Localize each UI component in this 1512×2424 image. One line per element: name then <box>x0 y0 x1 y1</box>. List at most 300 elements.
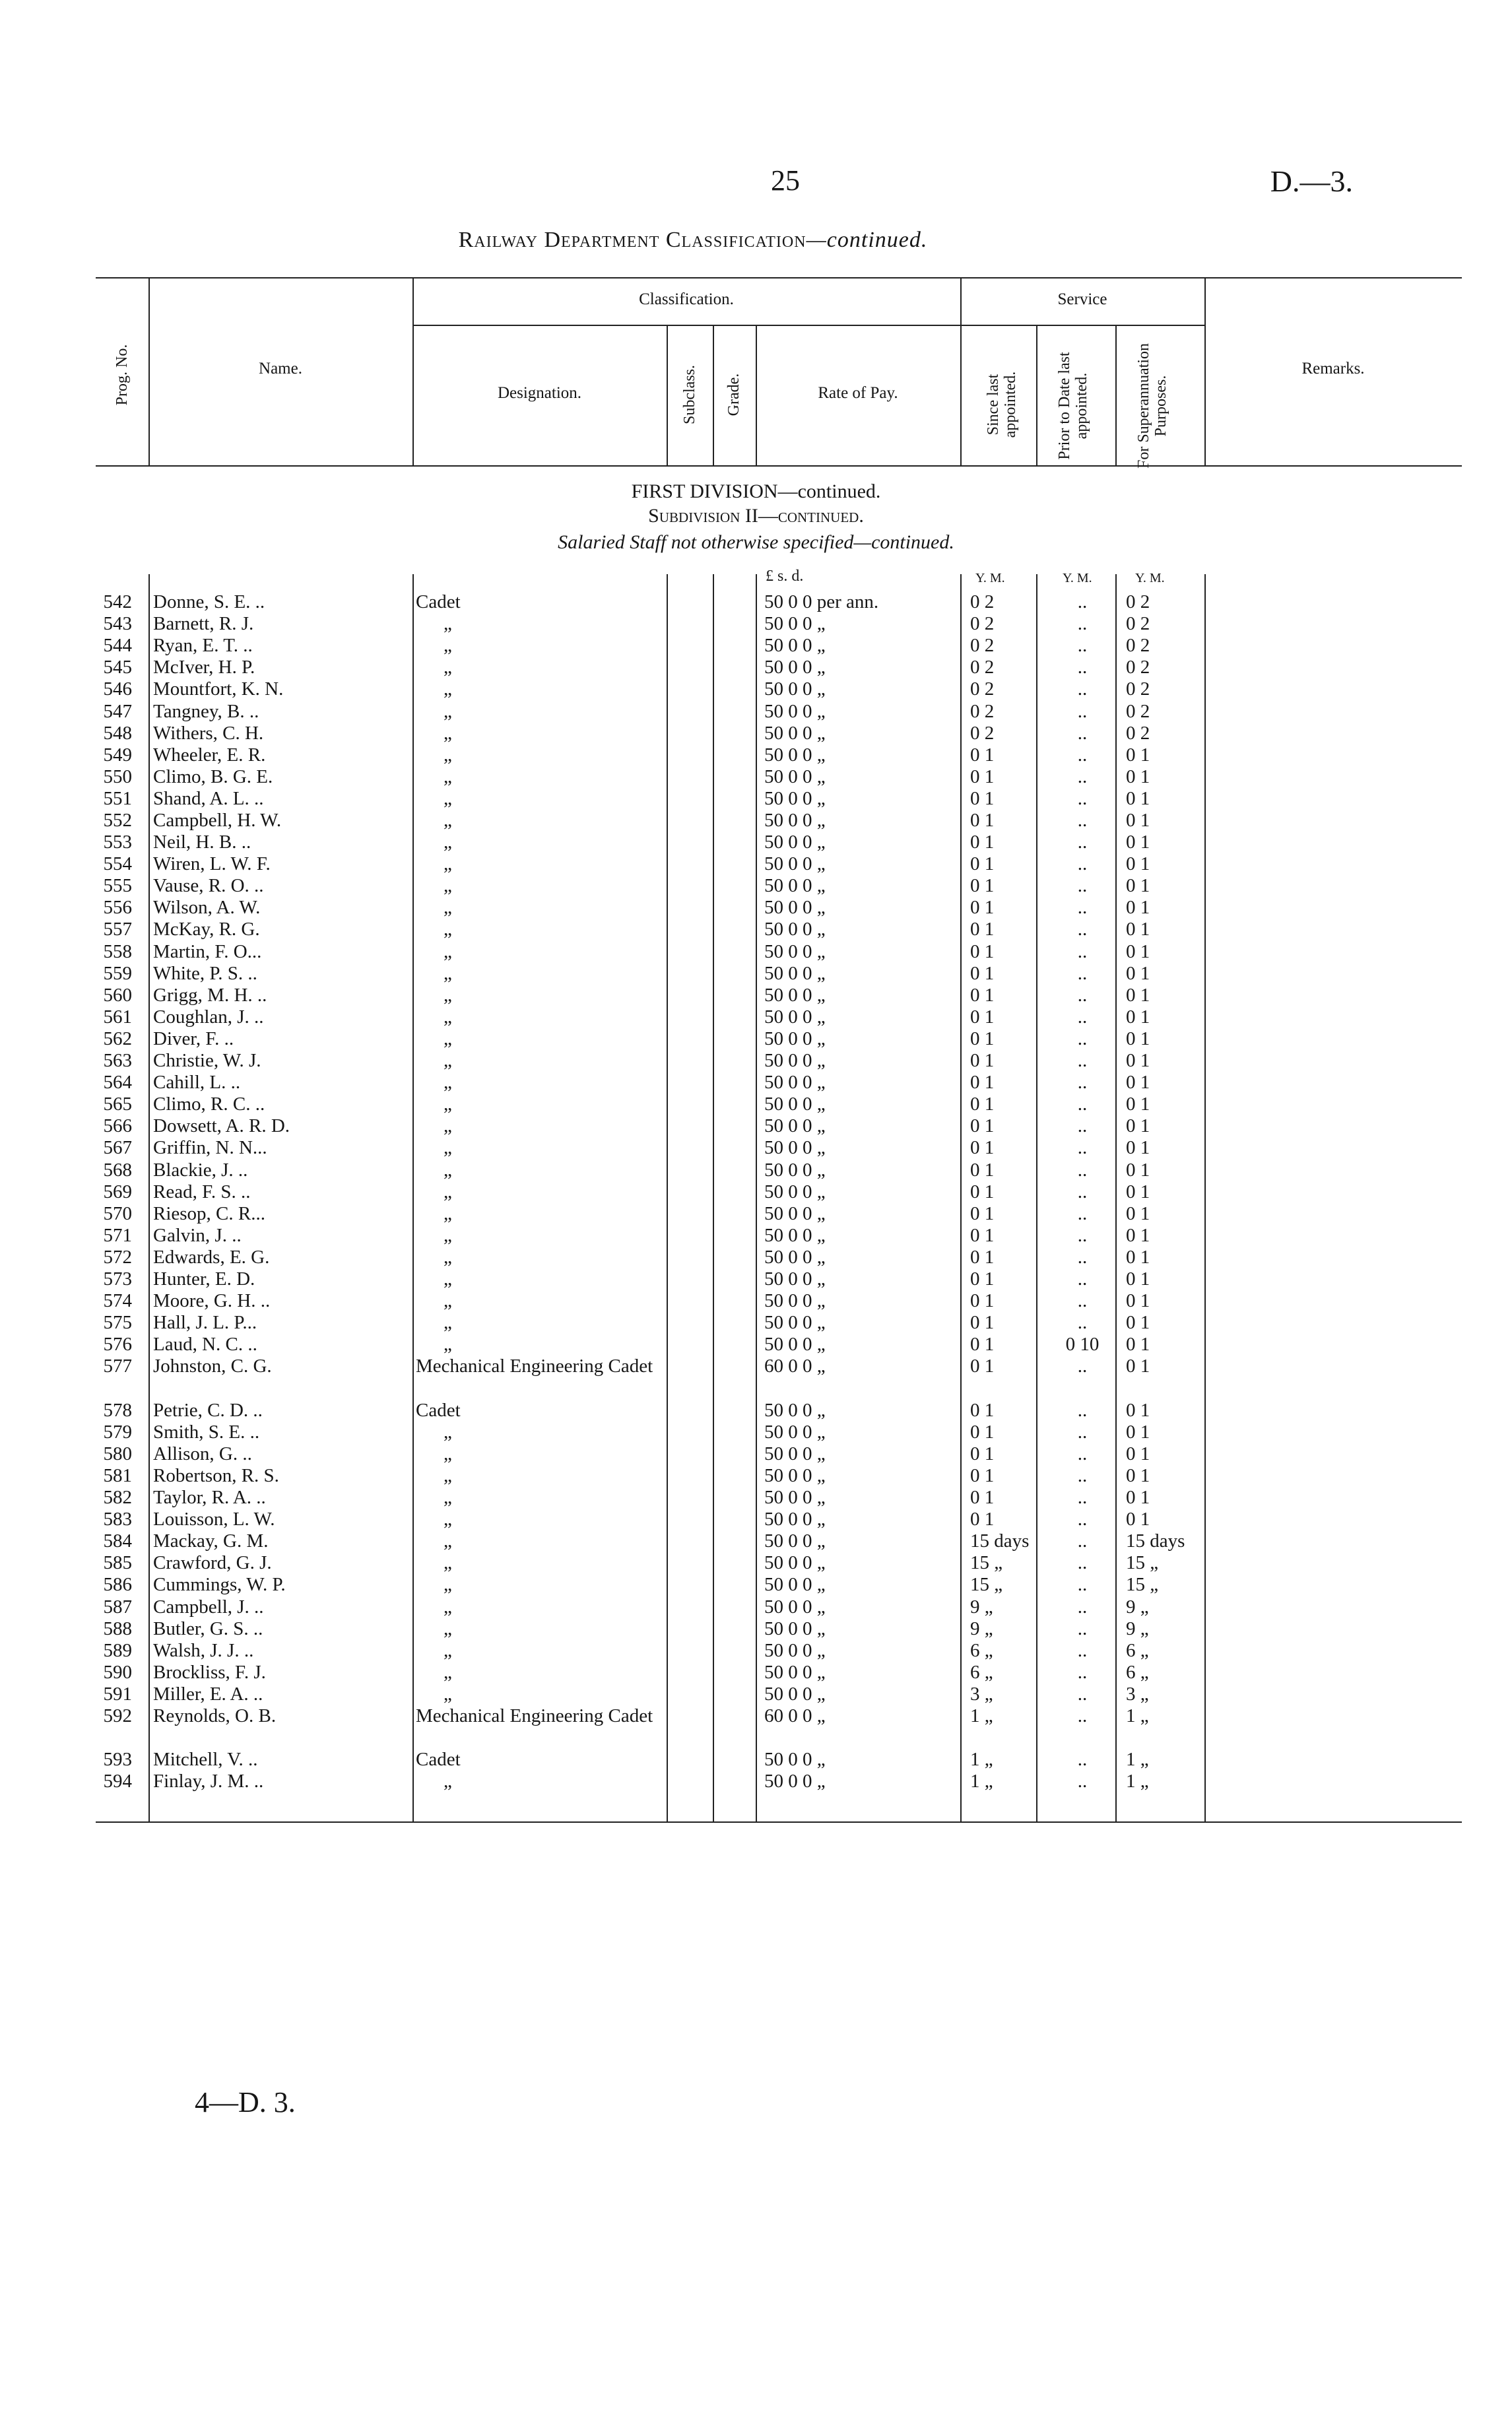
since-last-appointed: 6 „ <box>970 1640 993 1661</box>
column-rule <box>1036 574 1037 1821</box>
staff-name: Mitchell, V. .. <box>153 1749 258 1770</box>
prior-to-date: .. <box>1077 1028 1088 1049</box>
superannuation-service: 0 1 <box>1126 875 1150 896</box>
header-divider <box>1036 325 1037 465</box>
designation: „ <box>444 1203 452 1224</box>
superannuation-service: 0 1 <box>1126 1072 1150 1093</box>
staff-name: Vause, R. O. .. <box>153 875 264 896</box>
rate-of-pay: 50 0 0 „ <box>764 1290 826 1311</box>
since-last-appointed: 0 2 <box>970 723 995 744</box>
since-last-appointed: 15 „ <box>970 1574 1003 1595</box>
designation: Cadet <box>416 591 461 612</box>
since-last-appointed: 0 2 <box>970 613 995 634</box>
superannuation-service: 0 1 <box>1126 1356 1150 1377</box>
prior-to-date: .. <box>1077 657 1088 678</box>
prior-to-date: .. <box>1077 810 1088 831</box>
prog-no: 588 <box>103 1618 132 1639</box>
prog-no: 561 <box>103 1006 132 1028</box>
rate-of-pay: 50 0 0 „ <box>764 766 826 787</box>
prog-no: 579 <box>103 1422 132 1443</box>
prior-to-date: .. <box>1077 1574 1088 1595</box>
since-last-appointed: 0 1 <box>970 1006 995 1028</box>
staff-heading: Salaried Staff not otherwise specified—continued. <box>558 531 954 553</box>
superannuation-service: 0 1 <box>1126 1465 1150 1486</box>
since-last-appointed: 0 1 <box>970 832 995 853</box>
since-last-appointed: 0 1 <box>970 1160 995 1181</box>
staff-name: Coughlan, J. .. <box>153 1006 264 1028</box>
prog-no: 578 <box>103 1400 132 1421</box>
rate-of-pay: 50 0 0 „ <box>764 613 826 634</box>
staff-name: Wilson, A. W. <box>153 897 261 918</box>
designation: Cadet <box>416 1400 461 1421</box>
since-last-appointed: 0 1 <box>970 766 995 787</box>
prog-no: 548 <box>103 723 132 744</box>
staff-name: Cahill, L. .. <box>153 1072 241 1093</box>
rate-of-pay: 50 0 0 „ <box>764 1028 826 1049</box>
staff-name: Johnston, C. G. <box>153 1356 272 1377</box>
superannuation-service: 0 1 <box>1126 897 1150 918</box>
since-last-appointed: 0 1 <box>970 963 995 984</box>
since-last-appointed: 1 „ <box>970 1771 993 1792</box>
staff-name: Smith, S. E. .. <box>153 1422 260 1443</box>
since-last-appointed: 15 „ <box>970 1552 1003 1573</box>
since-last-appointed: 0 1 <box>970 1072 995 1093</box>
since-last-appointed: 1 „ <box>970 1705 993 1726</box>
rate-of-pay: 50 0 0 „ <box>764 1596 826 1618</box>
staff-name: McIver, H. P. <box>153 657 255 678</box>
prior-to-date: .. <box>1077 1487 1088 1508</box>
staff-name: Brockliss, F. J. <box>153 1662 266 1683</box>
superannuation-service: 0 1 <box>1126 1487 1150 1508</box>
designation: „ <box>444 1684 452 1705</box>
header-top-rule <box>96 277 1462 278</box>
staff-name: Wheeler, E. R. <box>153 744 266 766</box>
prior-to-date: .. <box>1077 1509 1088 1530</box>
superannuation-service: 0 2 <box>1126 723 1150 744</box>
prior-to-date: .. <box>1077 1050 1088 1071</box>
prior-to-date: .. <box>1077 1640 1088 1661</box>
header-service: Service <box>1057 290 1107 308</box>
prog-no: 572 <box>103 1247 132 1268</box>
superannuation-service: 0 2 <box>1126 591 1150 612</box>
header-subclass: Subclass. <box>681 365 698 424</box>
prog-no: 554 <box>103 853 132 874</box>
prog-no: 544 <box>103 635 132 656</box>
staff-name: Diver, F. .. <box>153 1028 234 1049</box>
staff-name: Miller, E. A. .. <box>153 1684 263 1705</box>
superannuation-service: 0 1 <box>1126 788 1150 809</box>
since-last-appointed: 0 1 <box>970 1290 995 1311</box>
header-bottom-rule <box>96 465 1462 467</box>
rate-of-pay: 50 0 0 „ <box>764 810 826 831</box>
since-last-appointed: 15 days <box>970 1530 1030 1552</box>
superannuation-service: 0 1 <box>1126 1094 1150 1115</box>
prior-to-date: .. <box>1077 919 1088 940</box>
staff-name: Wiren, L. W. F. <box>153 853 271 874</box>
designation: „ <box>444 1160 452 1181</box>
prior-to-date: .. <box>1077 613 1088 634</box>
designation: „ <box>444 832 452 853</box>
prior-to-date: .. <box>1077 766 1088 787</box>
page-title <box>198 228 1188 253</box>
prior-to-date: .. <box>1077 1225 1088 1246</box>
staff-name: Barnett, R. J. <box>153 613 254 634</box>
since-last-appointed: 0 2 <box>970 657 995 678</box>
since-last-appointed: 0 1 <box>970 1181 995 1202</box>
rate-of-pay: 50 0 0 „ <box>764 1006 826 1028</box>
superannuation-service: 0 1 <box>1126 1181 1150 1202</box>
subdivision-heading: Subdivision II—continued. <box>648 505 864 527</box>
rate-of-pay: 50 0 0 „ <box>764 1684 826 1705</box>
designation: „ <box>444 941 452 962</box>
prior-to-date: .. <box>1077 1705 1088 1726</box>
staff-name: Mackay, G. M. <box>153 1530 269 1552</box>
designation: „ <box>444 613 452 634</box>
prior-to-date: .. <box>1077 1465 1088 1486</box>
prog-no: 567 <box>103 1137 132 1158</box>
superannuation-service: 0 1 <box>1126 985 1150 1006</box>
since-last-appointed: 0 1 <box>970 1312 995 1333</box>
prog-no: 551 <box>103 788 132 809</box>
superannuation-service: 1 „ <box>1126 1705 1149 1726</box>
prog-no: 584 <box>103 1530 132 1552</box>
prog-no: 552 <box>103 810 132 831</box>
rate-of-pay: 50 0 0 „ <box>764 1487 826 1508</box>
rate-of-pay: 50 0 0 „ <box>764 1203 826 1224</box>
superannuation-service: 0 1 <box>1126 832 1150 853</box>
header-since-last: Since last appointed. <box>985 371 1019 438</box>
header-superannuation: For Superannuation Purposes. <box>1135 343 1169 469</box>
column-rule <box>756 574 757 1821</box>
header-divider <box>713 325 714 465</box>
staff-name: Petrie, C. D. .. <box>153 1400 263 1421</box>
prior-to-date: .. <box>1077 1596 1088 1618</box>
since-last-appointed: 1 „ <box>970 1749 993 1770</box>
since-last-appointed: 0 1 <box>970 1225 995 1246</box>
prior-to-date: .. <box>1077 1771 1088 1792</box>
designation: „ <box>444 1552 452 1573</box>
superannuation-service: 9 „ <box>1126 1596 1149 1618</box>
staff-name: Donne, S. E. .. <box>153 591 265 612</box>
rate-of-pay: 50 0 0 „ <box>764 1422 826 1443</box>
rate-of-pay: 50 0 0 „ <box>764 635 826 656</box>
superannuation-service: 0 2 <box>1126 678 1150 700</box>
prior-to-date: .. <box>1077 1094 1088 1115</box>
staff-name: Cummings, W. P. <box>153 1574 286 1595</box>
since-last-appointed: 0 1 <box>970 875 995 896</box>
designation: „ <box>444 1028 452 1049</box>
footer-code: 4—D. 3. <box>195 2086 296 2118</box>
rate-of-pay: 50 0 0 „ <box>764 701 826 722</box>
superannuation-service: 0 1 <box>1126 853 1150 874</box>
prior-units: Y. M. <box>1063 571 1092 585</box>
designation: „ <box>444 1094 452 1115</box>
staff-name: Withers, C. H. <box>153 723 264 744</box>
rate-of-pay: 50 0 0 „ <box>764 1072 826 1093</box>
prior-to-date: .. <box>1077 635 1088 656</box>
designation: „ <box>444 1640 452 1661</box>
superannuation-service: 6 „ <box>1126 1640 1149 1661</box>
designation: „ <box>444 1596 452 1618</box>
since-last-appointed: 0 2 <box>970 701 995 722</box>
rate-of-pay: 50 0 0 „ <box>764 1509 826 1530</box>
superannuation-service: 0 1 <box>1126 744 1150 766</box>
superannuation-service: 0 1 <box>1126 1443 1150 1464</box>
prog-no: 569 <box>103 1181 132 1202</box>
header-divider <box>1115 325 1117 465</box>
superannuation-service: 0 1 <box>1126 1160 1150 1181</box>
prog-no: 562 <box>103 1028 132 1049</box>
column-rule <box>1204 574 1206 1821</box>
prior-to-date: .. <box>1077 1662 1088 1683</box>
header-mid-rule <box>412 325 1204 326</box>
staff-name: Mountfort, K. N. <box>153 678 284 700</box>
prog-no: 585 <box>103 1552 132 1573</box>
designation: „ <box>444 897 452 918</box>
designation: „ <box>444 1312 452 1333</box>
superannuation-service: 0 1 <box>1126 1422 1150 1443</box>
page-title-suffix: —continued. <box>806 228 928 252</box>
prog-no: 542 <box>103 591 132 612</box>
designation: „ <box>444 1422 452 1443</box>
prior-to-date: .. <box>1077 1290 1088 1311</box>
prog-no: 545 <box>103 657 132 678</box>
superannuation-service: 0 1 <box>1126 1225 1150 1246</box>
staff-name: Walsh, J. J. .. <box>153 1640 254 1661</box>
since-last-appointed: 0 1 <box>970 1465 995 1486</box>
rate-of-pay: 50 0 0 „ <box>764 941 826 962</box>
superannuation-service: 6 „ <box>1126 1662 1149 1683</box>
since-last-appointed: 0 1 <box>970 853 995 874</box>
rate-of-pay: 50 0 0 „ <box>764 678 826 700</box>
prog-no: 553 <box>103 832 132 853</box>
superannuation-service: 1 „ <box>1126 1749 1149 1770</box>
designation: „ <box>444 1268 452 1290</box>
since-last-appointed: 0 1 <box>970 1028 995 1049</box>
rate-of-pay: 50 0 0 „ <box>764 723 826 744</box>
since-last-appointed: 0 1 <box>970 897 995 918</box>
page-title-main: Railway Department Classification <box>458 228 806 252</box>
prior-to-date: .. <box>1077 1749 1088 1770</box>
staff-name: Climo, R. C. .. <box>153 1094 265 1115</box>
since-last-appointed: 0 1 <box>970 919 995 940</box>
since-last-appointed: 0 1 <box>970 1050 995 1071</box>
prior-to-date: .. <box>1077 1203 1088 1224</box>
rate-of-pay: 50 0 0 „ <box>764 919 826 940</box>
designation: „ <box>444 678 452 700</box>
staff-name: Campbell, J. .. <box>153 1596 264 1618</box>
staff-name: Robertson, R. S. <box>153 1465 279 1486</box>
prior-to-date: .. <box>1077 1268 1088 1290</box>
prior-to-date: .. <box>1077 941 1088 962</box>
superannuation-service: 0 1 <box>1126 1268 1150 1290</box>
rate-of-pay: 50 0 0 „ <box>764 963 826 984</box>
staff-name: Neil, H. B. .. <box>153 832 251 853</box>
superannuation-service: 0 1 <box>1126 1115 1150 1136</box>
prog-no: 555 <box>103 875 132 896</box>
superannuation-service: 0 1 <box>1126 1203 1150 1224</box>
staff-name: Crawford, G. J. <box>153 1552 272 1573</box>
since-last-appointed: 0 1 <box>970 1268 995 1290</box>
prior-to-date: .. <box>1077 1684 1088 1705</box>
rate-of-pay: 50 0 0 „ <box>764 832 826 853</box>
superannuation-service: 0 1 <box>1126 1028 1150 1049</box>
superannuation-service: 0 1 <box>1126 941 1150 962</box>
division-heading: FIRST DIVISION—continued. <box>631 480 881 502</box>
prog-no: 590 <box>103 1662 132 1683</box>
column-rule <box>667 574 668 1821</box>
column-rule <box>412 574 414 1821</box>
rate-of-pay: 50 0 0 „ <box>764 1268 826 1290</box>
rate-of-pay: 50 0 0 „ <box>764 1094 826 1115</box>
prog-no: 565 <box>103 1094 132 1115</box>
designation: „ <box>444 1181 452 1202</box>
superannuation-service: 15 „ <box>1126 1552 1159 1573</box>
prior-to-date: .. <box>1077 853 1088 874</box>
since-last-appointed: 0 1 <box>970 1422 995 1443</box>
staff-name: Louisson, L. W. <box>153 1509 275 1530</box>
designation: „ <box>444 1487 452 1508</box>
superannuation-service: 0 1 <box>1126 1247 1150 1268</box>
superannuation-service: 0 2 <box>1126 701 1150 722</box>
designation: „ <box>444 985 452 1006</box>
staff-name: Hunter, E. D. <box>153 1268 255 1290</box>
prog-no: 586 <box>103 1574 132 1595</box>
column-rule <box>713 574 714 1821</box>
header-prog-no: Prog. No. <box>114 344 131 406</box>
prior-to-date: .. <box>1077 1181 1088 1202</box>
staff-name: Riesop, C. R... <box>153 1203 265 1224</box>
staff-name: Galvin, J. .. <box>153 1225 242 1246</box>
designation: „ <box>444 1115 452 1136</box>
header-designation: Designation. <box>497 384 582 402</box>
header-classification: Classification. <box>639 290 734 308</box>
rate-of-pay: 50 0 0 „ <box>764 1160 826 1181</box>
prior-to-date: .. <box>1077 1160 1088 1181</box>
designation: „ <box>444 701 452 722</box>
prior-to-date: .. <box>1077 1137 1088 1158</box>
since-last-appointed: 0 1 <box>970 1334 995 1355</box>
prog-no: 577 <box>103 1356 132 1377</box>
designation: „ <box>444 810 452 831</box>
prior-to-date: .. <box>1077 875 1088 896</box>
rate-of-pay: 50 0 0 „ <box>764 875 826 896</box>
rate-of-pay: 50 0 0 „ <box>764 1247 826 1268</box>
superannuation-service: 0 1 <box>1126 1509 1150 1530</box>
staff-name: Martin, F. O... <box>153 941 262 962</box>
rate-of-pay: 50 0 0 „ <box>764 1181 826 1202</box>
superannuation-service: 0 1 <box>1126 1050 1150 1071</box>
designation: „ <box>444 919 452 940</box>
designation: Mechanical Engineering Cadet <box>416 1356 653 1377</box>
prog-no: 583 <box>103 1509 132 1530</box>
superannuation-service: 3 „ <box>1126 1684 1149 1705</box>
prog-no: 568 <box>103 1160 132 1181</box>
prior-to-date: .. <box>1077 678 1088 700</box>
rate-of-pay: 50 0 0 „ <box>764 1465 826 1486</box>
since-last-appointed: 0 1 <box>970 744 995 766</box>
rate-of-pay: 50 0 0 „ <box>764 1552 826 1573</box>
superannuation-service: 15 „ <box>1126 1574 1159 1595</box>
rate-of-pay: 50 0 0 „ <box>764 1662 826 1683</box>
staff-name: Butler, G. S. .. <box>153 1618 263 1639</box>
designation: „ <box>444 1574 452 1595</box>
superannuation-service: 0 1 <box>1126 766 1150 787</box>
since-last-appointed: 0 1 <box>970 985 995 1006</box>
prior-to-date: .. <box>1077 1552 1088 1573</box>
rate-of-pay: 60 0 0 „ <box>764 1705 826 1726</box>
staff-name: Campbell, H. W. <box>153 810 282 831</box>
since-last-appointed: 0 1 <box>970 941 995 962</box>
designation: „ <box>444 1006 452 1028</box>
super-units: Y. M. <box>1135 571 1165 585</box>
designation: Mechanical Engineering Cadet <box>416 1705 653 1726</box>
document-reference: D.—3. <box>1270 164 1353 198</box>
staff-name: White, P. S. .. <box>153 963 257 984</box>
prior-to-date: .. <box>1077 1115 1088 1136</box>
header-name: Name. <box>259 360 302 377</box>
staff-name: Reynolds, O. B. <box>153 1705 277 1726</box>
prog-no: 559 <box>103 963 132 984</box>
designation: „ <box>444 1050 452 1071</box>
since-last-appointed: 0 1 <box>970 1400 995 1421</box>
prog-no: 564 <box>103 1072 132 1093</box>
prog-no: 563 <box>103 1050 132 1071</box>
rate-of-pay: 50 0 0 „ <box>764 1640 826 1661</box>
staff-name: Laud, N. C. .. <box>153 1334 257 1355</box>
superannuation-service: 0 1 <box>1126 1312 1150 1333</box>
designation: „ <box>444 1334 452 1355</box>
rate-of-pay: 50 0 0 „ <box>764 1334 826 1355</box>
rate-of-pay: 50 0 0 „ <box>764 1115 826 1136</box>
staff-name: Read, F. S. .. <box>153 1181 251 1202</box>
prior-to-date: .. <box>1077 1247 1088 1268</box>
designation: „ <box>444 1137 452 1158</box>
designation: „ <box>444 1509 452 1530</box>
rate-of-pay: 50 0 0 „ <box>764 1749 826 1770</box>
prog-no: 589 <box>103 1640 132 1661</box>
prior-to-date: .. <box>1077 1618 1088 1639</box>
prog-no: 550 <box>103 766 132 787</box>
designation: „ <box>444 853 452 874</box>
since-last-appointed: 9 „ <box>970 1596 993 1618</box>
superannuation-service: 0 1 <box>1126 1137 1150 1158</box>
since-last-appointed: 0 1 <box>970 810 995 831</box>
since-last-appointed: 3 „ <box>970 1684 993 1705</box>
designation: „ <box>444 766 452 787</box>
prior-to-date: .. <box>1077 744 1088 766</box>
prog-no: 571 <box>103 1225 132 1246</box>
since-last-appointed: 6 „ <box>970 1662 993 1683</box>
prog-no: 549 <box>103 744 132 766</box>
rate-of-pay: 50 0 0 „ <box>764 1225 826 1246</box>
prior-to-date: .. <box>1077 1400 1088 1421</box>
superannuation-service: 0 1 <box>1126 1290 1150 1311</box>
table-bottom-rule <box>96 1821 1462 1823</box>
designation: „ <box>444 1290 452 1311</box>
prog-no: 566 <box>103 1115 132 1136</box>
designation: „ <box>444 875 452 896</box>
prog-no: 587 <box>103 1596 132 1618</box>
designation: „ <box>444 1072 452 1093</box>
prior-to-date: .. <box>1077 1443 1088 1464</box>
superannuation-service: 0 2 <box>1126 613 1150 634</box>
designation: „ <box>444 1443 452 1464</box>
prog-no: 593 <box>103 1749 132 1770</box>
prior-to-date: .. <box>1077 591 1088 612</box>
prog-no: 580 <box>103 1443 132 1464</box>
since-last-appointed: 0 2 <box>970 678 995 700</box>
